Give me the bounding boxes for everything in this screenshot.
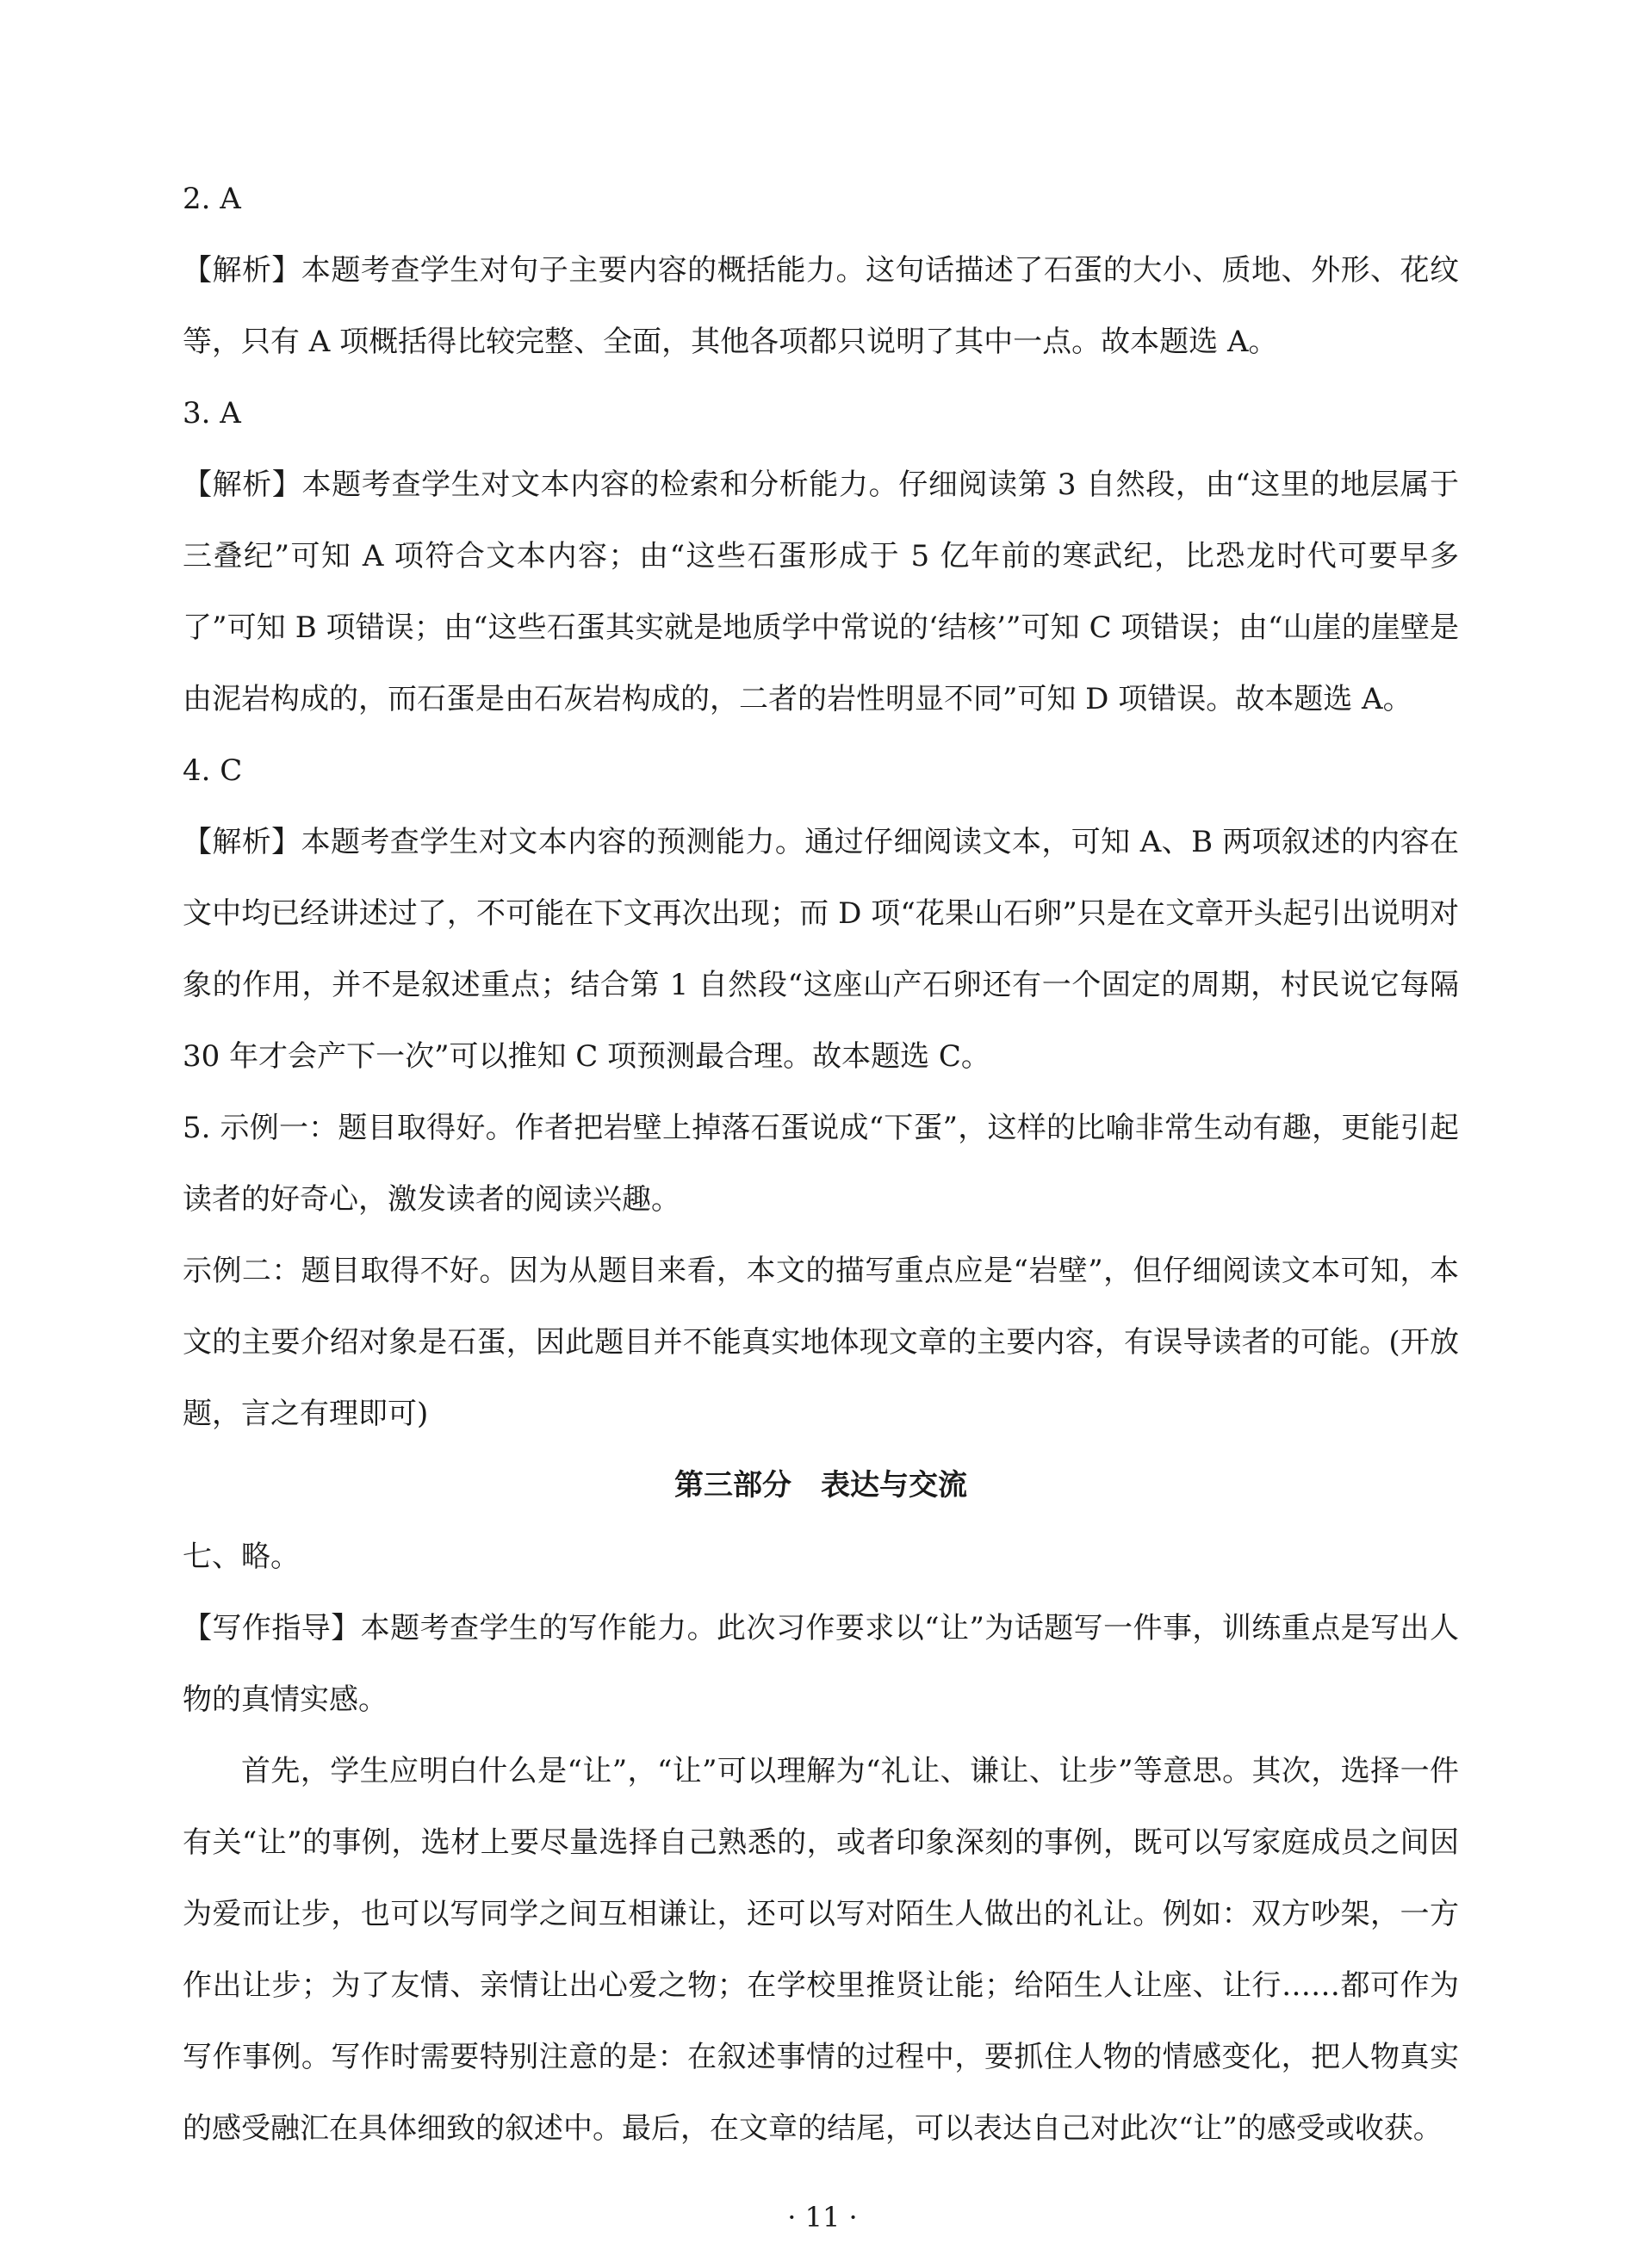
answer-5-example-1: 5. 示例一：题目取得好。作者把岩壁上掉落石蛋说成“下蛋”，这样的比喻非常生动有趣，更能引起读者的好奇心，激发读者的阅读兴趣。 <box>183 1111 1459 1217</box>
answer-4: 4. C <box>183 753 243 788</box>
answer-3: 3. A <box>183 396 241 431</box>
writing-guide-body: 首先，学生应明白什么是“让”，“让”可以理解为“礼让、谦让、让步”等意思。其次，选择一件有关“让”的事例，选材上要尽量选择自己熟悉的，或者印象深刻的事例，既可以写家庭成员之间因为爱而让步，也可以写同学之间互相谦让，还可以写对陌生人做出的礼让。例如：双方吵架，一方作出让步；为了友情、亲情让出心爱之物；在学校里推贤让能；给陌生人让座、让行……都可作为写作事例。写作时需要特别注意的是：在叙述事情的过程中，要抓住人物的情感变化，把人物真实的感受融汇在具体细致的叙述中。最后，在文章的结尾，可以表达自己对此次“让”的感受或收获。 <box>183 1754 1459 2146</box>
analysis-4: 【解析】本题考查学生对文本内容的预测能力。通过仔细阅读文本，可知 A、B 两项叙述的内容在文中均已经讲述过了，不可能在下文再次出现；而 D 项“花果山石卵”只是在文章开头起引出说明对象的作用，并不是叙述重点；结合第 1 自然段“这座山产石卵还有一个固定的周期，村民说它每隔 30 年才会产下一次”可以推知 C 项预测最合理。故本题选 C。 <box>183 825 1459 1074</box>
analysis-2: 【解析】本题考查学生对句子主要内容的概括能力。这句话描述了石蛋的大小、质地、外形、花纹等，只有 A 项概括得比较完整、全面，其他各项都只说明了其中一点。故本题选 A。 <box>183 253 1459 359</box>
answer-2: 2. A <box>183 182 241 216</box>
page-number: · 11 · <box>787 2201 858 2234</box>
answer-7: 七、略。 <box>183 1540 300 1574</box>
answer-5-example-2: 示例二：题目取得不好。因为从题目来看，本文的描写重点应是“岩壁”，但仔细阅读文本可知，本文的主要介绍对象是石蛋，因此题目并不能真实地体现文章的主要内容，有误导读者的可能。(开放题，言之有理即可) <box>183 1254 1459 1431</box>
writing-guide: 【写作指导】本题考查学生的写作能力。此次习作要求以“让”为话题写一件事，训练重点是写出人物的真情实感。 <box>183 1611 1459 1717</box>
analysis-3: 【解析】本题考查学生对文本内容的检索和分析能力。仔细阅读第 3 自然段，由“这里的地层属于三叠纪”可知 A 项符合文本内容；由“这些石蛋形成于 5 亿年前的寒武纪，比恐龙时代可要早多了”可知 B 项错误；由“这些石蛋其实就是地质学中常说的‘结核’”可知 C 项错误；由“山崖的崖壁是由泥岩构成的，而石蛋是由石灰岩构成的，二者的岩性明显不同”可知 D 项错误。故本题选 A。 <box>183 468 1459 716</box>
page-content <box>183 164 1459 2165</box>
section-title: 第三部分 表达与交流 <box>674 1468 967 1503</box>
